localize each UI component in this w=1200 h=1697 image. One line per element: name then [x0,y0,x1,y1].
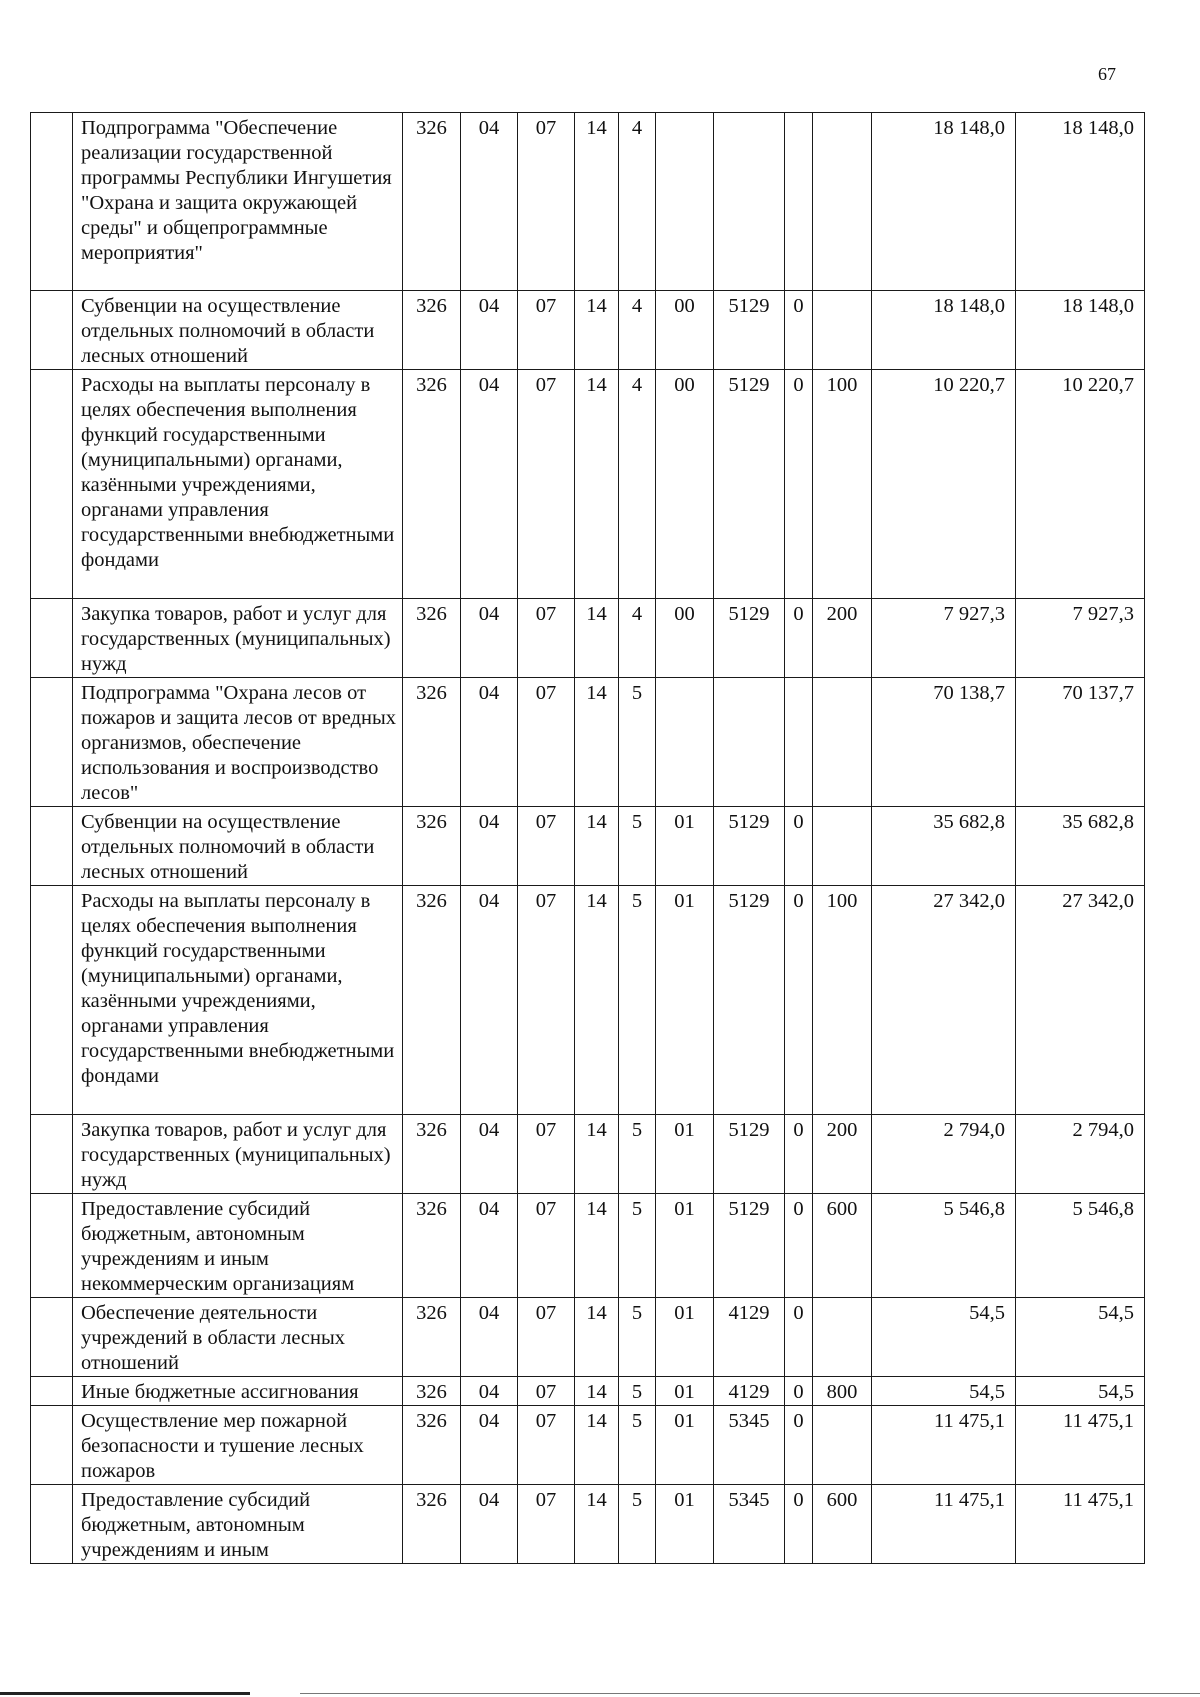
table-row [31,1194,1145,1298]
subsection-code-cell: 07 [518,807,575,886]
item-name-cell: Расходы на выплаты персоналу в целях обеспечения выполнения функций государственными (муниципальными) органами, казёнными учреждениями, органами управления государственными внебюджетными фондами [73,370,403,599]
table-row [31,291,1145,370]
amount-year1-cell: 27 342,0 [872,886,1016,1115]
subsection-code-cell: 07 [518,1194,575,1298]
amount-year1-cell: 11 475,1 [872,1406,1016,1485]
direction-suffix-cell [785,678,813,807]
item-name-cell: Иные бюджетные ассигнования [73,1377,403,1406]
subprogram-code-cell: 4 [619,370,656,599]
section-code-cell: 04 [461,1406,518,1485]
measure-code-cell: 01 [656,1485,714,1564]
amount-year1-cell: 35 682,8 [872,807,1016,886]
row-number-cell [31,1406,73,1485]
ministry-code-cell: 326 [403,1194,461,1298]
section-code-cell: 04 [461,113,518,291]
section-code-cell: 04 [461,1377,518,1406]
program-code-cell: 14 [575,1115,619,1194]
program-code-cell: 14 [575,1194,619,1298]
amount-year2-cell: 2 794,0 [1016,1115,1145,1194]
section-code-cell: 04 [461,291,518,370]
subprogram-code-cell: 5 [619,886,656,1115]
item-name-cell: Обеспечение деятельности учреждений в области лесных отношений [73,1298,403,1377]
table-row [31,1115,1145,1194]
ministry-code-cell: 326 [403,1115,461,1194]
item-name-cell: Предоставление субсидий бюджетным, автономным учреждениям и иным [73,1485,403,1564]
item-name-cell: Закупка товаров, работ и услуг для государственных (муниципальных) нужд [73,1115,403,1194]
ministry-code-cell: 326 [403,807,461,886]
amount-year1-cell: 11 475,1 [872,1485,1016,1564]
page-number: 67 [1098,64,1116,84]
table-row [31,1298,1145,1377]
ministry-code-cell: 326 [403,678,461,807]
subprogram-code-cell: 4 [619,113,656,291]
subsection-code-cell: 07 [518,1377,575,1406]
expense-type-cell: 600 [813,1485,872,1564]
program-code-cell: 14 [575,370,619,599]
direction-code-cell: 5345 [714,1485,785,1564]
measure-code-cell [656,678,714,807]
section-code-cell: 04 [461,807,518,886]
subsection-code-cell: 07 [518,291,575,370]
ministry-code-cell: 326 [403,1377,461,1406]
direction-code-cell: 4129 [714,1377,785,1406]
amount-year2-cell: 54,5 [1016,1298,1145,1377]
row-number-cell [31,807,73,886]
table-row [31,113,1145,291]
direction-code-cell [714,113,785,291]
budget-table [30,112,1145,1564]
item-name-cell: Субвенции на осуществление отдельных полномочий в области лесных отношений [73,291,403,370]
subsection-code-cell: 07 [518,1115,575,1194]
ministry-code-cell: 326 [403,1485,461,1564]
amount-year2-cell: 18 148,0 [1016,113,1145,291]
expense-type-cell: 100 [813,370,872,599]
expense-type-cell: 100 [813,886,872,1115]
subprogram-code-cell: 5 [619,1485,656,1564]
row-number-cell [31,886,73,1115]
direction-suffix-cell: 0 [785,1377,813,1406]
direction-code-cell: 5129 [714,886,785,1115]
subsection-code-cell: 07 [518,1298,575,1377]
expense-type-cell: 800 [813,1377,872,1406]
section-code-cell: 04 [461,678,518,807]
expense-type-cell [813,1406,872,1485]
program-code-cell: 14 [575,886,619,1115]
section-code-cell: 04 [461,1298,518,1377]
ministry-code-cell: 326 [403,370,461,599]
program-code-cell: 14 [575,1485,619,1564]
page-edge-line-thin [300,1693,1200,1694]
amount-year1-cell: 70 138,7 [872,678,1016,807]
measure-code-cell: 01 [656,1406,714,1485]
direction-suffix-cell [785,113,813,291]
subsection-code-cell: 07 [518,1406,575,1485]
expense-type-cell: 600 [813,1194,872,1298]
program-code-cell: 14 [575,1406,619,1485]
subsection-code-cell: 07 [518,599,575,678]
amount-year1-cell: 18 148,0 [872,113,1016,291]
row-number-cell [31,1194,73,1298]
direction-code-cell: 5129 [714,1115,785,1194]
direction-code-cell: 5129 [714,599,785,678]
ministry-code-cell: 326 [403,599,461,678]
measure-code-cell: 01 [656,1194,714,1298]
section-code-cell: 04 [461,1115,518,1194]
amount-year2-cell: 11 475,1 [1016,1406,1145,1485]
direction-suffix-cell: 0 [785,807,813,886]
table-row [31,807,1145,886]
amount-year2-cell: 27 342,0 [1016,886,1145,1115]
amount-year2-cell: 35 682,8 [1016,807,1145,886]
subprogram-code-cell: 5 [619,678,656,807]
program-code-cell: 14 [575,807,619,886]
amount-year1-cell: 54,5 [872,1377,1016,1406]
program-code-cell: 14 [575,113,619,291]
direction-suffix-cell: 0 [785,599,813,678]
row-number-cell [31,370,73,599]
section-code-cell: 04 [461,1194,518,1298]
direction-code-cell: 5129 [714,370,785,599]
subprogram-code-cell: 5 [619,1406,656,1485]
table-row [31,886,1145,1115]
ministry-code-cell: 326 [403,113,461,291]
direction-code-cell [714,678,785,807]
amount-year2-cell: 54,5 [1016,1377,1145,1406]
section-code-cell: 04 [461,599,518,678]
subsection-code-cell: 07 [518,886,575,1115]
subprogram-code-cell: 5 [619,807,656,886]
item-name-cell: Подпрограмма "Обеспечение реализации государственной программы Республики Ингушетия "Охрана и защита окружающей среды" и общепрограммные мероприятия" [73,113,403,291]
item-name-cell: Закупка товаров, работ и услуг для государственных (муниципальных) нужд [73,599,403,678]
ministry-code-cell: 326 [403,886,461,1115]
direction-code-cell: 5129 [714,807,785,886]
row-number-cell [31,291,73,370]
table-row [31,1485,1145,1564]
program-code-cell: 14 [575,1377,619,1406]
ministry-code-cell: 326 [403,1298,461,1377]
program-code-cell: 14 [575,1298,619,1377]
item-name-cell: Осуществление мер пожарной безопасности и тушение лесных пожаров [73,1406,403,1485]
row-number-cell [31,678,73,807]
expense-type-cell [813,1298,872,1377]
amount-year1-cell: 18 148,0 [872,291,1016,370]
subsection-code-cell: 07 [518,370,575,599]
row-number-cell [31,1485,73,1564]
section-code-cell: 04 [461,1485,518,1564]
row-number-cell [31,1115,73,1194]
measure-code-cell: 01 [656,1298,714,1377]
row-number-cell [31,1298,73,1377]
amount-year2-cell: 10 220,7 [1016,370,1145,599]
item-name-cell: Подпрограмма "Охрана лесов от пожаров и защита лесов от вредных организмов, обеспечение использования и воспроизводство лесов" [73,678,403,807]
subprogram-code-cell: 4 [619,291,656,370]
direction-code-cell: 5129 [714,291,785,370]
table-row [31,599,1145,678]
subprogram-code-cell: 5 [619,1298,656,1377]
section-code-cell: 04 [461,370,518,599]
table-row [31,678,1145,807]
direction-suffix-cell: 0 [785,1194,813,1298]
ministry-code-cell: 326 [403,1406,461,1485]
table-row [31,1406,1145,1485]
amount-year1-cell: 5 546,8 [872,1194,1016,1298]
row-number-cell [31,113,73,291]
amount-year1-cell: 2 794,0 [872,1115,1016,1194]
expense-type-cell [813,807,872,886]
direction-suffix-cell: 0 [785,1298,813,1377]
direction-code-cell: 5129 [714,1194,785,1298]
direction-code-cell: 4129 [714,1298,785,1377]
section-code-cell: 04 [461,886,518,1115]
amount-year2-cell: 18 148,0 [1016,291,1145,370]
direction-suffix-cell: 0 [785,1406,813,1485]
measure-code-cell: 00 [656,370,714,599]
subprogram-code-cell: 5 [619,1115,656,1194]
subprogram-code-cell: 5 [619,1377,656,1406]
expense-type-cell: 200 [813,1115,872,1194]
table-row [31,370,1145,599]
table-row [31,1377,1145,1406]
expense-type-cell [813,291,872,370]
expense-type-cell [813,113,872,291]
program-code-cell: 14 [575,678,619,807]
direction-suffix-cell: 0 [785,886,813,1115]
direction-suffix-cell: 0 [785,1485,813,1564]
program-code-cell: 14 [575,599,619,678]
measure-code-cell: 00 [656,599,714,678]
amount-year1-cell: 54,5 [872,1298,1016,1377]
row-number-cell [31,599,73,678]
expense-type-cell [813,678,872,807]
measure-code-cell: 01 [656,807,714,886]
subsection-code-cell: 07 [518,113,575,291]
direction-code-cell: 5345 [714,1406,785,1485]
item-name-cell: Предоставление субсидий бюджетным, автономным учреждениям и иным некоммерческим организациям [73,1194,403,1298]
amount-year2-cell: 5 546,8 [1016,1194,1145,1298]
item-name-cell: Расходы на выплаты персоналу в целях обеспечения выполнения функций государственными (муниципальными) органами, казёнными учреждениями, органами управления государственными внебюджетными фондами [73,886,403,1115]
program-code-cell: 14 [575,291,619,370]
direction-suffix-cell: 0 [785,1115,813,1194]
row-number-cell [31,1377,73,1406]
expense-type-cell: 200 [813,599,872,678]
subsection-code-cell: 07 [518,1485,575,1564]
amount-year2-cell: 7 927,3 [1016,599,1145,678]
measure-code-cell: 00 [656,291,714,370]
measure-code-cell: 01 [656,886,714,1115]
subsection-code-cell: 07 [518,678,575,807]
ministry-code-cell: 326 [403,291,461,370]
direction-suffix-cell: 0 [785,370,813,599]
subprogram-code-cell: 5 [619,1194,656,1298]
measure-code-cell: 01 [656,1377,714,1406]
amount-year1-cell: 10 220,7 [872,370,1016,599]
amount-year1-cell: 7 927,3 [872,599,1016,678]
direction-suffix-cell: 0 [785,291,813,370]
amount-year2-cell: 11 475,1 [1016,1485,1145,1564]
amount-year2-cell: 70 137,7 [1016,678,1145,807]
measure-code-cell [656,113,714,291]
subprogram-code-cell: 4 [619,599,656,678]
item-name-cell: Субвенции на осуществление отдельных полномочий в области лесных отношений [73,807,403,886]
measure-code-cell: 01 [656,1115,714,1194]
table-body [31,113,1145,1564]
page-edge-line [0,1692,250,1695]
